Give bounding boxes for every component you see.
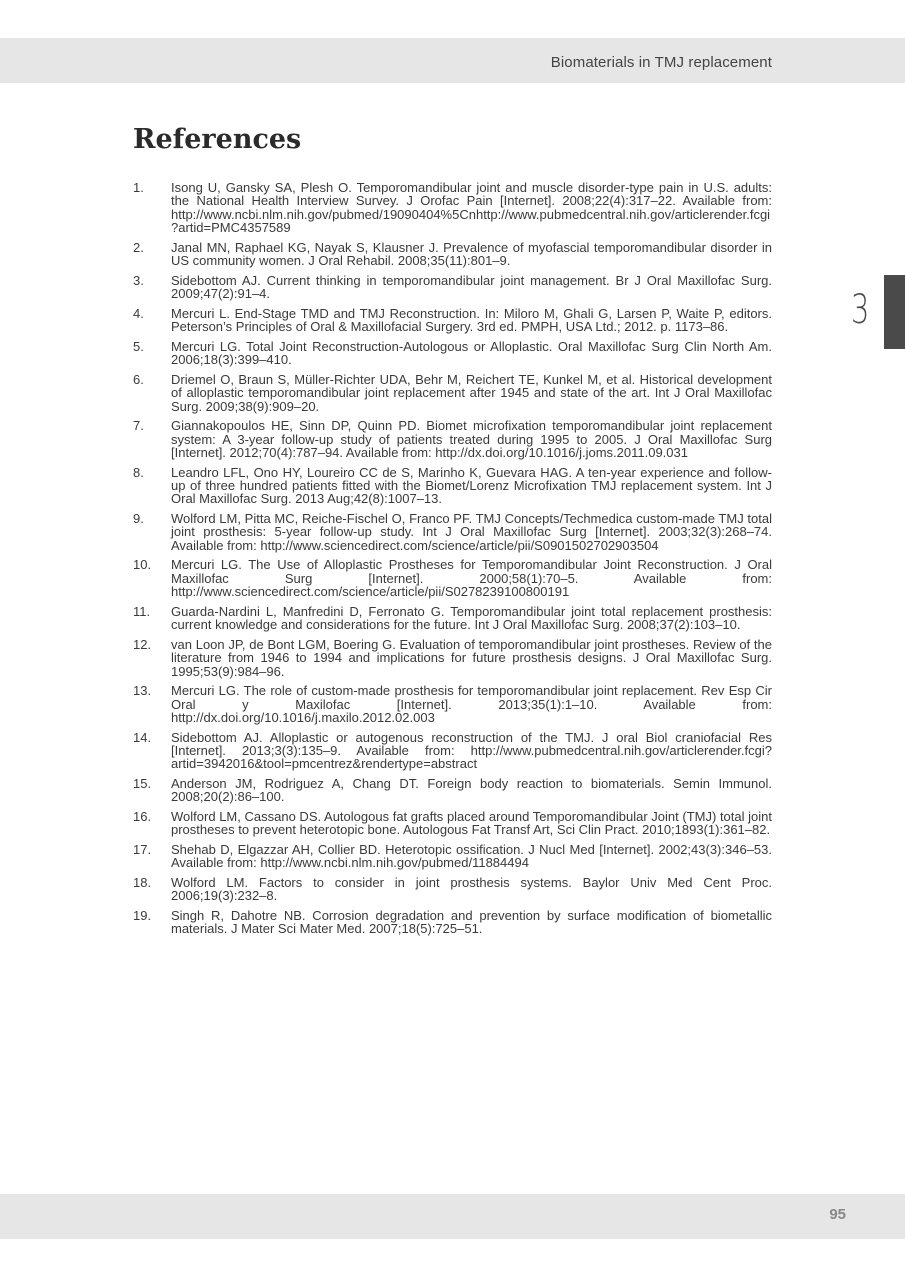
reference-text: van Loon JP, de Bont LGM, Boering G. Evaluation of temporomandibular joint prostheses. Review of the literature from 1946 to 1994 and implications for future prosthesis designs. J Oral Maxillofac Surg. 1995;53(9):984–96.	[171, 636, 772, 679]
reference-item	[133, 241, 772, 268]
reference-text: Isong U, Gansky SA, Plesh O. Temporomandibular joint and muscle disorder-type pain in U.S. adults: the National Health Interview Survey. J Orofac Pain [Internet]. 2008;22(4):317–22. Available from: http://www.ncbi.nlm.nih.gov/pubmed/19090404%5Cnhttp://www.pubmedcentral.nih.gov/articlerender.fcgi?artid=PMC4357589	[171, 180, 772, 236]
reference-item	[133, 605, 772, 632]
section-heading: References	[133, 124, 302, 155]
reference-number: 16.	[133, 809, 152, 825]
reference-number: 13.	[133, 683, 152, 699]
reference-item	[133, 810, 772, 837]
reference-number: 1.	[133, 180, 144, 195]
reference-item	[133, 340, 772, 367]
reference-number: 10.	[133, 557, 152, 573]
reference-item	[133, 558, 772, 598]
reference-text: Shehab D, Elgazzar AH, Collier BD. Heterotopic ossification. J Nucl Med [Internet]. 2002;43(3):346–53. Available from: http://www.ncbi.nlm.nih.gov/pubmed/11884494	[171, 842, 772, 871]
reference-text: Wolford LM. Factors to consider in joint prosthesis systems. Baylor Univ Med Cent Proc. 2006;19(3):232–8.	[171, 875, 772, 904]
footer-band	[0, 1194, 905, 1239]
reference-text: Mercuri LG. Total Joint Reconstruction-Autologous or Alloplastic. Oral Maxillofac Surg Clin North Am. 2006;18(3):399–410.	[171, 338, 772, 368]
reference-number: 9.	[133, 511, 144, 527]
reference-text: Giannakopoulos HE, Sinn DP, Quinn PD. Biomet microfixation temporomandibular joint replacement system: A 3-year follow-up study of patients treated during 1995 to 2005. J Oral Maxillofac Surg [Internet]. 2012;70(4):787–94. Available from: http://dx.doi.org/10.1016/j.joms.2011.09.031	[171, 418, 772, 461]
reference-item	[133, 373, 772, 413]
reference-number: 6.	[133, 371, 144, 387]
reference-number: 7.	[133, 418, 144, 434]
reference-text: Sidebottom AJ. Current thinking in temporomandibular joint management. Br J Oral Maxillofac Surg. 2009;47(2):91–4.	[171, 272, 772, 302]
reference-item	[133, 876, 772, 903]
reference-number: 3.	[133, 272, 144, 288]
reference-item	[133, 307, 772, 334]
reference-text: Leandro LFL, Ono HY, Loureiro CC de S, Marinho K, Guevara HAG. A ten-year experience and follow-up of three hundred patients fitted with the Biomet/Lorenz Microfixation TMJ replacement system. Int J Oral Maxillofac Surg. 2013 Aug;42(8):1007–13.	[171, 464, 772, 507]
reference-number: 17.	[133, 842, 152, 858]
reference-item	[133, 731, 772, 771]
page-number: 95	[829, 1206, 846, 1223]
reference-number: 5.	[133, 338, 144, 354]
reference-text: Janal MN, Raphael KG, Nayak S, Klausner J. Prevalence of myofascial temporomandibular disorder in US community women. J Oral Rehabil. 2008;35(11):801–9.	[171, 239, 772, 269]
reference-item	[133, 909, 772, 936]
reference-item	[133, 466, 772, 506]
reference-text: Mercuri LG. The role of custom-made prosthesis for temporomandibular joint replacement. Rev Esp Cir Oral y Maxilofac [Internet]. 2013;35(1):1–10. Available from: http://dx.doi.org/10.1016/j.maxilo.2012.02.003	[171, 683, 772, 726]
reference-item	[133, 181, 772, 235]
reference-number: 2.	[133, 239, 144, 255]
reference-item	[133, 843, 772, 870]
reference-text: Anderson JM, Rodriguez A, Chang DT. Foreign body reaction to biomaterials. Semin Immunol. 2008;20(2):86–100.	[171, 776, 772, 805]
reference-number: 11.	[133, 603, 151, 619]
reference-text: Mercuri L. End-Stage TMD and TMJ Reconstruction. In: Miloro M, Ghali G, Larsen P, Waite P, editors. Peterson’s Principles of Oral & Maxillofacial Surgery. 3rd ed. PMPH, USA Ltd.; 2012. p. 1173–86.	[171, 305, 772, 335]
reference-item	[133, 777, 772, 804]
reference-item	[133, 419, 772, 459]
chapter-number: 3	[851, 287, 870, 333]
reference-number: 18.	[133, 875, 152, 891]
reference-list	[133, 181, 772, 942]
reference-item	[133, 512, 772, 552]
reference-item	[133, 684, 772, 724]
reference-item	[133, 638, 772, 678]
reference-text: Wolford LM, Cassano DS. Autologous fat grafts placed around Temporomandibular Joint (TMJ) total joint prostheses to prevent heterotopic bone. Autologous Fat Transf Art, Sci Clin Pract. 2010;1893(1):361–82.	[171, 809, 772, 838]
reference-text: Driemel O, Braun S, Müller-Richter UDA, Behr M, Reichert TE, Kunkel M, et al. Historical development of alloplastic temporomandibular joint replacement after 1945 and state of the art. Int J Oral Maxillofac Surg. 2009;38(9):909–20.	[171, 371, 772, 414]
reference-text: Wolford LM, Pitta MC, Reiche-Fischel O, Franco PF. TMJ Concepts/Techmedica custom-made TMJ total joint prosthesis: 5-year follow-up study. Int J Oral Maxillofac Surg [Internet]. 2003;32(3):268–74. Available from: http://www.sciencedirect.com/science/article/pii/S0901502702903504	[171, 511, 772, 553]
reference-text: Singh R, Dahotre NB. Corrosion degradation and prevention by surface modification of biometallic materials. J Mater Sci Mater Med. 2007;18(5):725–51.	[171, 908, 772, 937]
running-title: Biomaterials in TMJ replacement	[550, 54, 772, 71]
chapter-tab	[884, 275, 905, 349]
reference-number: 14.	[133, 729, 152, 745]
reference-text: Mercuri LG. The Use of Alloplastic Prostheses for Temporomandibular Joint Reconstruction. J Oral Maxillofac Surg [Internet]. 2000;58(1):70–5. Available from: http://www.sciencedirect.com/science/article/pii/S0278239100800191	[171, 557, 772, 600]
reference-number: 8.	[133, 464, 144, 480]
reference-item	[133, 274, 772, 301]
reference-number: 4.	[133, 305, 144, 321]
reference-text: Sidebottom AJ. Alloplastic or autogenous reconstruction of the TMJ. J oral Biol craniofacial Res [Internet]. 2013;3(3):135–9. Available from: http://www.pubmedcentral.nih.gov/articlerender.fcgi?artid=3942016&tool=pmcentrez&rendertype=abstract	[171, 729, 772, 772]
reference-text: Guarda-Nardini L, Manfredini D, Ferronato G. Temporomandibular joint total replacement prosthesis: current knowledge and considerations for the future. Int J Oral Maxillofac Surg. 2008;37(2):103–10.	[171, 603, 772, 633]
reference-number: 19.	[133, 908, 152, 924]
reference-number: 12.	[133, 636, 152, 652]
reference-number: 15.	[133, 776, 152, 792]
